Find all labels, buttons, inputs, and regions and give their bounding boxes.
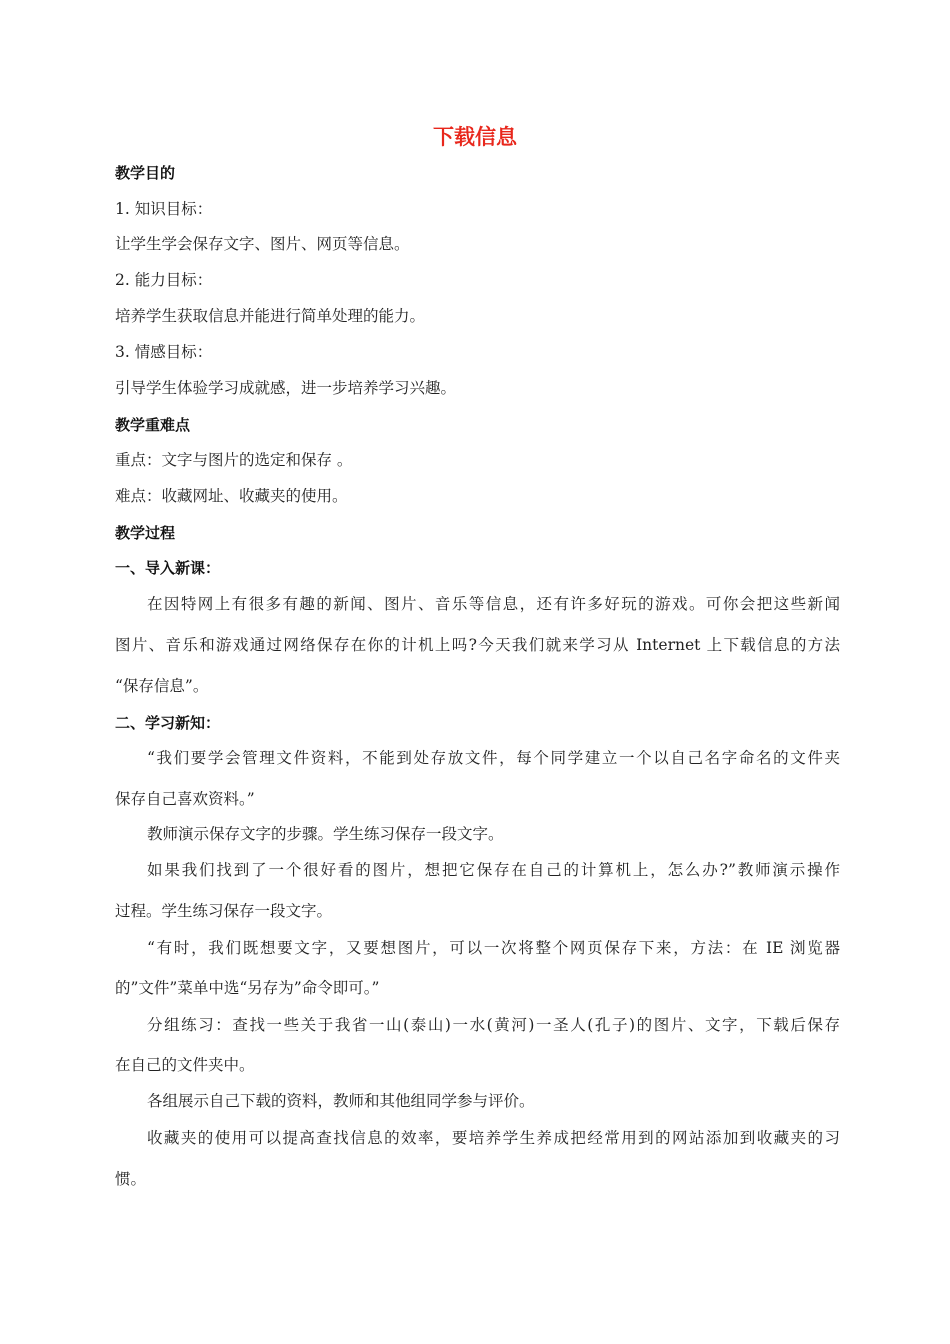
paragraph-line: 如果我们找到了一个很好看的图片，想把它保存在自己的计算机上，怎么办?”教师演示操作 (147, 861, 840, 879)
section-heading-key-points: 教学重难点 (115, 416, 191, 434)
paragraph-line: 在自己的文件夹中。 (115, 1056, 255, 1074)
paragraph-line: “有时，我们既想要文字，又要想图片，可以一次将整个网页保存下来，方法：在 IE 浏览器 (147, 939, 840, 957)
objective-1-heading: 1. 知识目标： (115, 200, 213, 218)
paragraph-line: 在因特网上有很多有趣的新闻、图片、音乐等信息，还有许多好玩的游戏。可你会把这些新闻 (147, 595, 840, 613)
objective-3-text: 引导学生体验学习成就感，进一步培养学习兴趣。 (115, 379, 457, 397)
paragraph-line: 教师演示保存文字的步骤。学生练习保存一段文字。 (147, 825, 504, 843)
document-title: 下载信息 (433, 125, 517, 149)
difficult-point-text: 难点：收藏网址、收藏夹的使用。 (115, 487, 348, 505)
objective-1-text: 让学生学会保存文字、图片、网页等信息。 (115, 235, 410, 253)
paragraph-line: 过程。学生练习保存一段文字。 (115, 902, 333, 920)
objective-3-heading: 3. 情感目标： (115, 343, 213, 361)
objective-2-heading: 2. 能力目标： (115, 271, 213, 289)
paragraph-line: “我们要学会管理文件资料，不能到处存放文件，每个同学建立一个以自己名字命名的文件夹 (147, 749, 840, 767)
paragraph-line: 收藏夹的使用可以提高查找信息的效率，要培养学生养成把经常用到的网站添加到收藏夹的习 (147, 1129, 840, 1147)
paragraph-line: 保存自己喜欢资料。” (115, 790, 255, 808)
paragraph-line: 各组展示自己下载的资料，教师和其他组同学参与评价。 (147, 1092, 535, 1110)
section-heading-objectives: 教学目的 (115, 164, 176, 182)
key-point-text: 重点：文字与图片的选定和保存 。 (115, 451, 353, 469)
objective-2-text: 培养学生获取信息并能进行简单处理的能力。 (115, 307, 426, 325)
section-heading-process: 教学过程 (115, 524, 176, 542)
paragraph-line: 分组练习：查找一些关于我省一山(泰山)一水(黄河)一圣人(孔子)的图片、文字，下载后保存 (147, 1016, 840, 1034)
subsection-heading-intro: 一、导入新课： (115, 559, 221, 577)
subsection-heading-new-knowledge: 二、学习新知： (115, 714, 221, 732)
paragraph-line: 的”文件”菜单中选“另存为”命令即可。” (115, 979, 380, 997)
paragraph-line: 惯。 (115, 1170, 147, 1188)
paragraph-line: 图片、音乐和游戏通过网络保存在你的计机上吗?今天我们就来学习从 Internet 上下载信息的方法 (115, 636, 840, 654)
paragraph-line: “保存信息”。 (115, 677, 209, 695)
